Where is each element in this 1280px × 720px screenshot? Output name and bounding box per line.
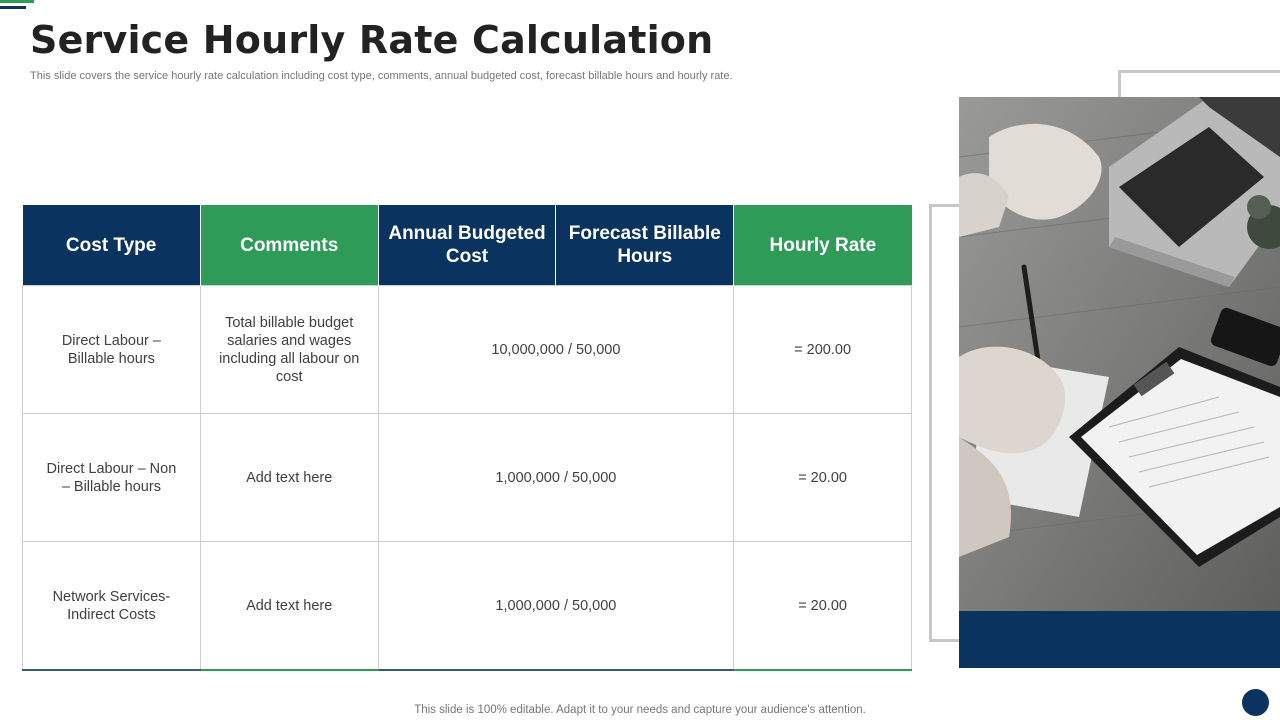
header-annual-budgeted-cost: Annual Budgeted Cost xyxy=(378,205,556,286)
cell-cost-type: Direct Labour – Billable hours xyxy=(23,286,201,414)
cell-comments: Total billable budget salaries and wages including all labour on cost xyxy=(200,286,378,414)
office-desk-photo xyxy=(959,97,1280,611)
page-title: Service Hourly Rate Calculation xyxy=(30,18,714,62)
cell-comments: Add text here xyxy=(200,414,378,542)
table-row xyxy=(23,542,912,671)
cell-calculation: 1,000,000 / 50,000 xyxy=(378,414,734,542)
table-header-row xyxy=(23,205,912,286)
header-hourly-rate: Hourly Rate xyxy=(734,205,912,286)
cell-comments: Add text here xyxy=(200,542,378,671)
cell-hourly-rate: = 20.00 xyxy=(734,414,912,542)
photo-accent-bar xyxy=(959,611,1280,668)
photo-illustration xyxy=(959,97,1280,611)
cell-cost-type: Network Services- Indirect Costs xyxy=(23,542,201,671)
cell-calculation: 1,000,000 / 50,000 xyxy=(378,542,734,671)
cell-calculation: 10,000,000 / 50,000 xyxy=(378,286,734,414)
cell-hourly-rate: = 200.00 xyxy=(734,286,912,414)
cell-cost-type: Direct Labour – Non – Billable hours xyxy=(23,414,201,542)
footer-note: This slide is 100% editable. Adapt it to your needs and capture your audience's attention. xyxy=(414,704,866,716)
hourly-rate-table xyxy=(22,205,912,671)
page-subtitle: This slide covers the service hourly rate calculation including cost type, comments, annual budgeted cost, forecast billable hours and hourly rate. xyxy=(30,70,733,82)
corner-accent-navy xyxy=(0,6,26,9)
header-comments: Comments xyxy=(200,205,378,286)
table-row xyxy=(23,286,912,414)
header-cost-type: Cost Type xyxy=(23,205,201,286)
navigation-dot-icon[interactable] xyxy=(1242,689,1269,716)
decorative-frame-top xyxy=(1118,70,1280,98)
cell-hourly-rate: = 20.00 xyxy=(734,542,912,671)
corner-accent-green xyxy=(0,0,34,3)
table-row xyxy=(23,414,912,542)
header-forecast-billable-hours: Forecast Billable Hours xyxy=(556,205,734,286)
